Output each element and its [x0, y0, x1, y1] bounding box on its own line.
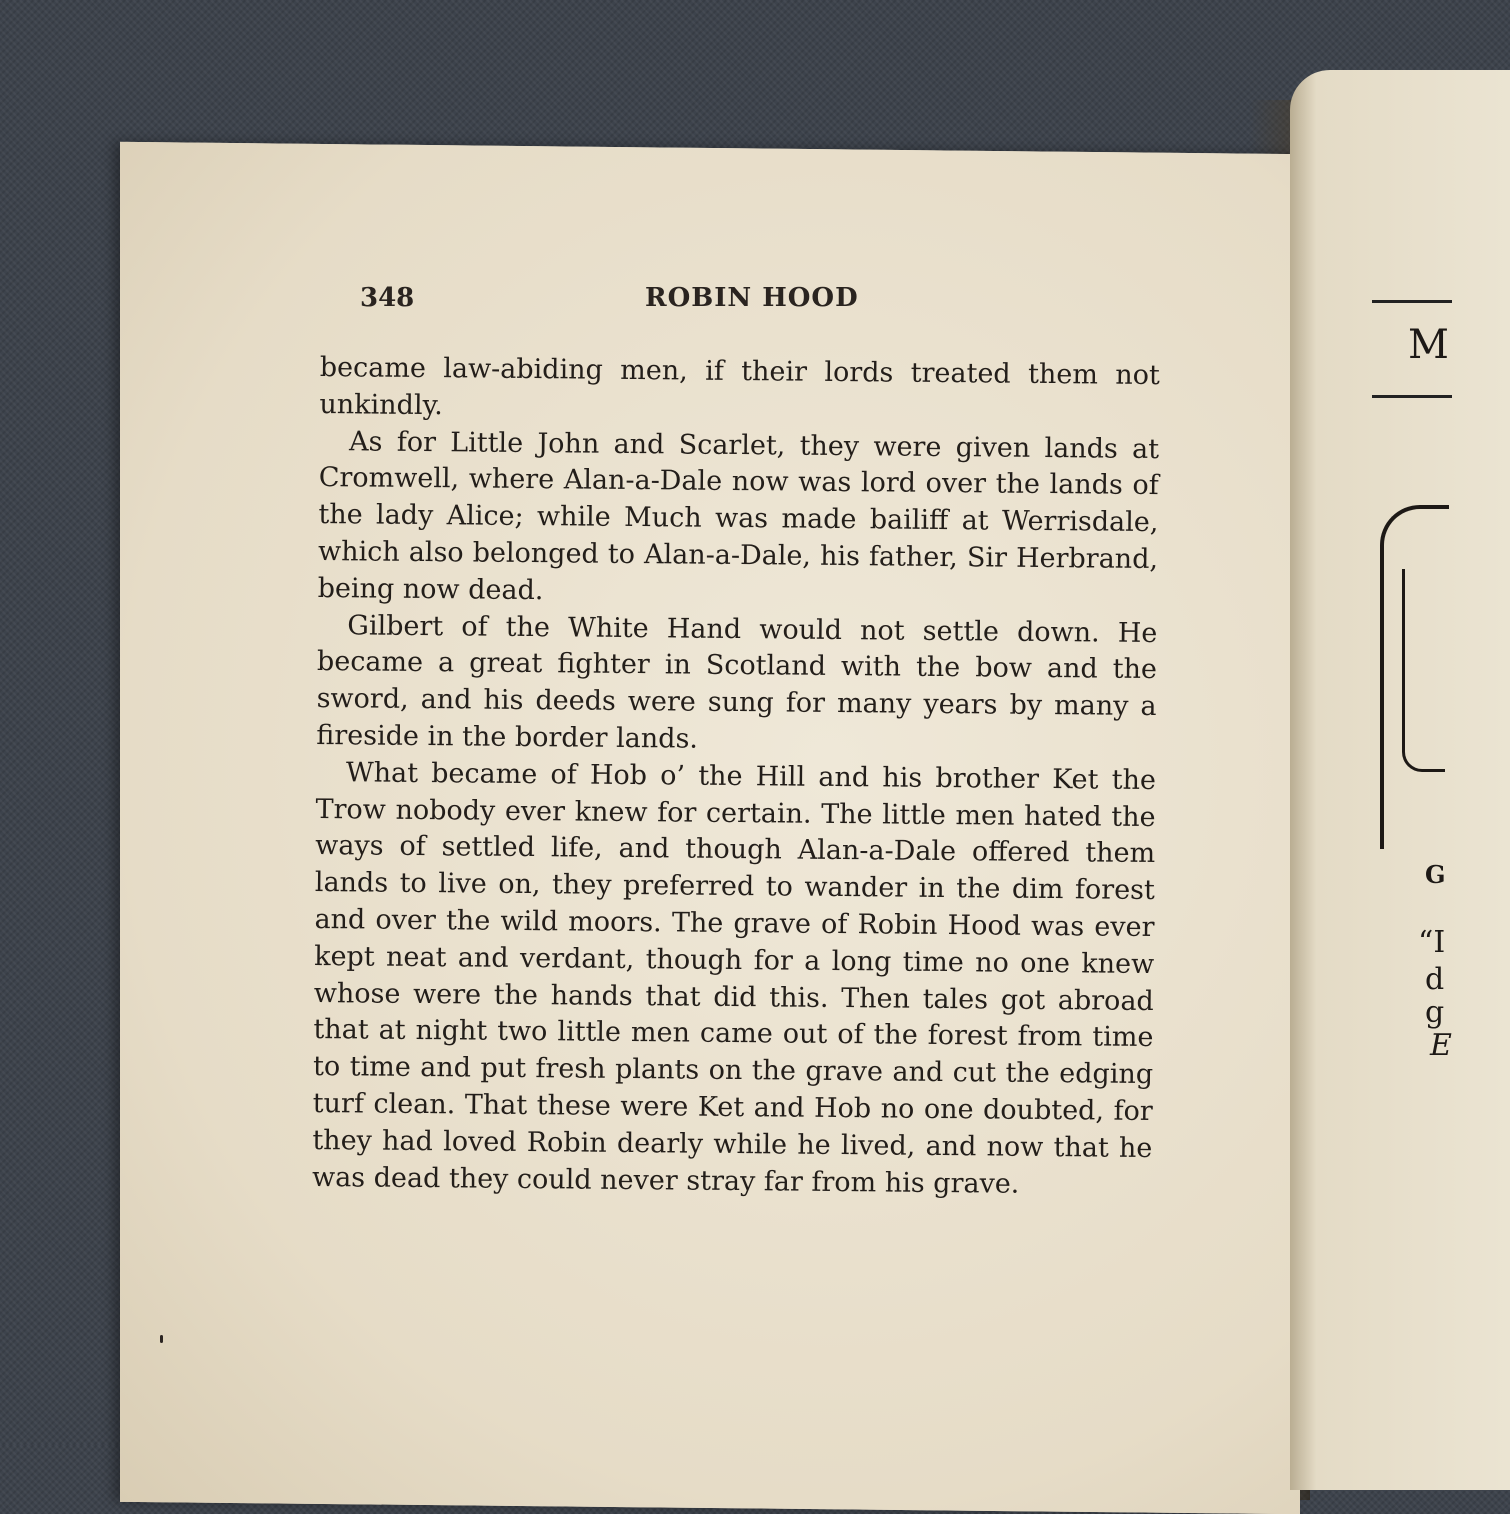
paragraph-2: As for Little John and Scarlet, they were given lands at Cromwell, where Alan-a-Dale now was lord over the lands of the lady Alice; while Much was made bailiff at Werrisdale, which also belonged to Alan-a-Dale, his father, Sir Herbrand, being now dead.	[317, 425, 1160, 606]
ink-speck	[160, 1335, 163, 1343]
header-rule-top	[1372, 300, 1452, 303]
right-page-text-fragment-4: E	[1430, 1028, 1452, 1063]
paragraph-4: What became of Hob o’ the Hill and his brother Ket the Trow nobody ever knew for certain. The little men hated the ways of settled life, and though Alan-a-Dale offered them lands to live on, they preferred to wander in the dim forest and over the wild moors. The grave of Robin Hood was ever kept neat and verdant, though for a long time no one knew whose were the hands that did this. Then tales got abroad that at night two little men came out of the forest from time to time and put fresh plants on the grave and cut the edging turf clean. That these were Ket and Hob no one doubted, for they had loved Robin dearly while he lived, and now that he was dead they could never stray far from his grave.	[311, 757, 1157, 1200]
page-body-text	[312, 350, 1160, 1204]
right-page-heading-fragment: M	[1408, 322, 1449, 368]
page-number: 348	[360, 283, 415, 313]
paragraph-1: became law-abiding men, if their lords treated them not unkindly.	[319, 351, 1160, 421]
right-page-text-fragment-2: d	[1425, 962, 1445, 997]
running-head-title: ROBIN HOOD	[645, 283, 859, 313]
header-rule-bottom	[1372, 395, 1452, 398]
right-page-text-fragment-3: g	[1425, 995, 1445, 1030]
right-page-text-fragment-1: “I	[1418, 925, 1446, 960]
illustration-figure	[1380, 505, 1449, 849]
illustration-caption-fragment: G	[1425, 860, 1446, 889]
paragraph-3: Gilbert of the White Hand would not settle down. He became a great fighter in Scotland with the bow and the sword, and his deeds were sung for many years by many a fireside in the border lands.	[316, 609, 1158, 755]
